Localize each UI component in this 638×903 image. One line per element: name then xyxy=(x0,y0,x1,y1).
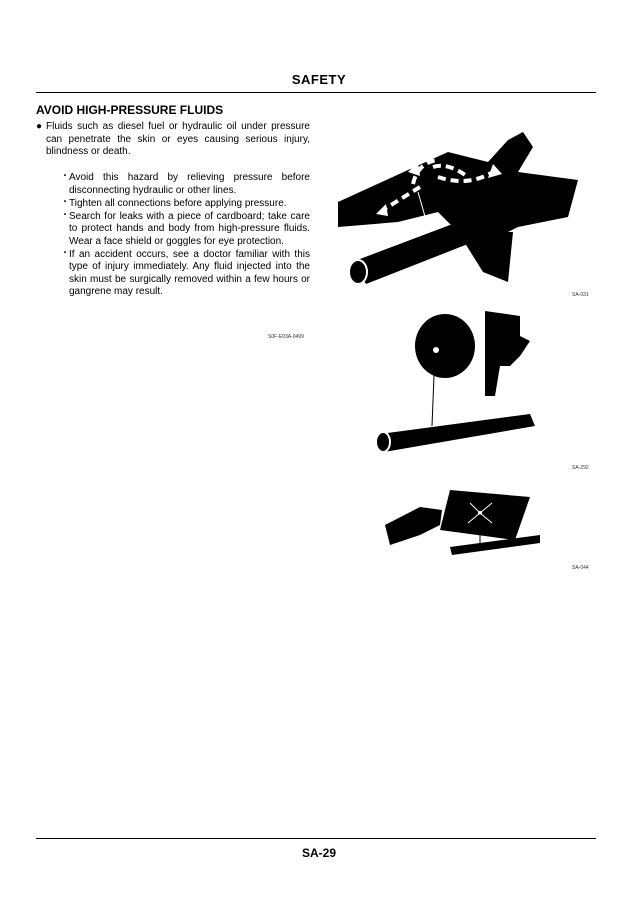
page-header-title: SAFETY xyxy=(291,72,347,87)
figure-code-2: SA-292 xyxy=(572,465,589,471)
section-heading: AVOID HIGH-PRESSURE FLUIDS xyxy=(36,103,224,117)
footer-rule xyxy=(36,838,596,839)
header-rule xyxy=(36,92,596,93)
face-injection-illustration xyxy=(370,306,562,460)
list-item: ・ Search for leaks with a piece of cardboard; take care to protect hands and body from high-pressure fluids. Wear a face shield or goggles for eye protection. xyxy=(60,209,310,247)
hand-injection-illustration xyxy=(338,132,580,284)
page-number: SA-29 xyxy=(301,846,336,860)
cardboard-leak-check-illustration xyxy=(380,485,542,555)
sub-bullet-list xyxy=(60,172,310,299)
main-bullet xyxy=(36,121,310,159)
document-code: S0F-E03A-0499 xyxy=(268,334,304,340)
figure-code-3: SA-044 xyxy=(572,565,589,571)
bullet-dot-icon: ● xyxy=(36,121,43,132)
figure-code-1: SA-031 xyxy=(572,292,589,298)
list-item: ・ If an accident occurs, see a doctor familiar with this type of injury immediately. Any fluid injected into the skin must be surgically removed within a few hours or gangrene may result. xyxy=(60,247,310,297)
main-bullet-text: Fluids such as diesel fuel or hydraulic oil under pressure can penetrate the skin or eyes causing serious injury, blindness or death. xyxy=(46,121,310,157)
list-item: ・ Tighten all connections before applying pressure. xyxy=(60,196,287,209)
list-item: ・ Avoid this hazard by relieving pressure before disconnecting hydraulic or other lines. xyxy=(60,171,310,196)
